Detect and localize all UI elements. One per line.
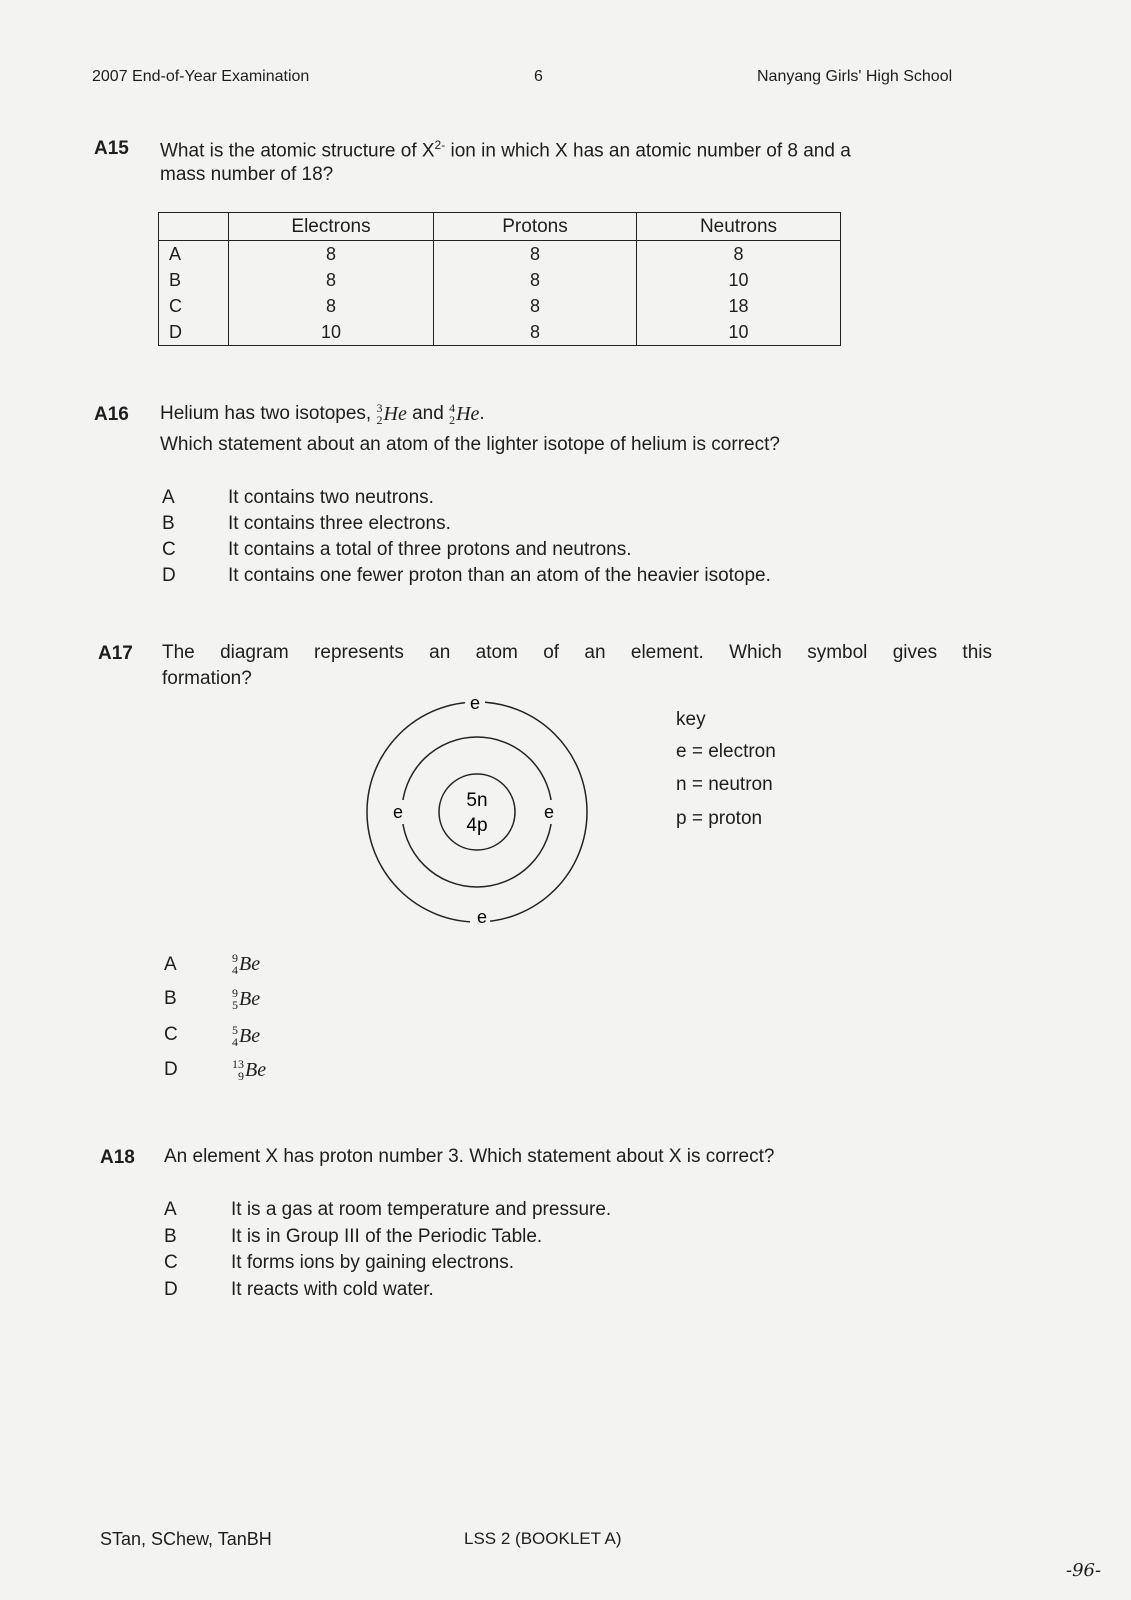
option-symbol <box>232 1058 266 1082</box>
atomic-structure-table <box>158 212 841 346</box>
atomic-number: 4 <box>232 963 238 977</box>
element-symbol: Be <box>239 987 261 1010</box>
table-row <box>159 319 841 346</box>
atomic-number: 9 <box>238 1069 244 1083</box>
cell: 10 <box>229 319 434 346</box>
isotope-helium-3 <box>377 402 407 426</box>
key-title: key <box>676 709 706 730</box>
option-letter: D <box>162 565 176 586</box>
table-row <box>159 241 841 268</box>
question-text: and <box>406 403 450 424</box>
key-item: p = proton <box>676 808 763 829</box>
option-letter: A <box>162 487 175 508</box>
column-header: Protons <box>434 213 637 241</box>
option-text: It reacts with cold water. <box>231 1279 434 1300</box>
option-text: It is in Group III of the Periodic Table. <box>231 1226 543 1247</box>
option-letter: C <box>164 1252 178 1273</box>
option-letter: D <box>164 1059 178 1080</box>
mass-number: 4 <box>449 401 456 415</box>
isotope-helium-4 <box>449 402 479 426</box>
column-header: Neutrons <box>637 213 841 241</box>
atom-diagram <box>340 690 620 935</box>
option-letter: A <box>164 954 177 975</box>
element-symbol: Be <box>239 1024 261 1047</box>
question-number-a18: A18 <box>100 1147 135 1168</box>
key-item: e = electron <box>676 741 776 762</box>
handwritten-page-number: -96- <box>1066 1560 1102 1581</box>
row-label: B <box>159 267 229 293</box>
question-text: Helium has two isotopes, <box>160 403 377 424</box>
electron-label: e <box>392 802 404 822</box>
atomic-number: 5 <box>232 998 238 1012</box>
mass-number: 9 <box>232 951 238 965</box>
option-text: It contains three electrons. <box>228 513 451 534</box>
mass-number: 5 <box>232 1023 238 1037</box>
option-text: It forms ions by gaining electrons. <box>231 1252 515 1273</box>
table-row <box>159 267 841 293</box>
neutron-count: 5n <box>466 790 488 811</box>
question-text: ion in which X has an atomic number of 8 and a <box>445 140 851 162</box>
inner-electron-shell <box>402 737 555 887</box>
cell: 8 <box>229 293 434 319</box>
element-symbol: Be <box>239 952 261 975</box>
mass-number: 13 <box>232 1057 244 1071</box>
question-number-a15: A15 <box>94 138 129 159</box>
column-header <box>159 213 229 241</box>
proton-count: 4p <box>466 815 488 836</box>
footer-authors: STan, SChew, TanBH <box>100 1529 272 1549</box>
option-symbol <box>232 952 260 976</box>
atomic-number: 2 <box>449 413 456 427</box>
option-text: It is a gas at room temperature and pressure. <box>231 1199 612 1220</box>
header-school-name: Nanyang Girls' High School <box>757 68 953 85</box>
question-a17-line1: The diagram represents an atom of an element. Which symbol gives this <box>162 642 992 663</box>
cell: 8 <box>229 241 434 268</box>
cell: 8 <box>434 241 637 268</box>
question-number-a17: A17 <box>98 643 133 664</box>
question-a18-text: An element X has proton number 3. Which statement about X is correct? <box>164 1146 775 1167</box>
option-letter: B <box>162 513 175 534</box>
cell: 10 <box>637 319 841 346</box>
cell: 8 <box>434 293 637 319</box>
header-exam-title: 2007 End-of-Year Examination <box>92 68 310 85</box>
question-a16-line2: Which statement about an atom of the lighter isotope of helium is correct? <box>160 434 780 455</box>
nucleus <box>439 774 515 850</box>
atomic-number: 4 <box>232 1035 238 1049</box>
option-text: It contains two neutrons. <box>228 487 434 508</box>
header-page-number: 6 <box>534 68 543 85</box>
option-text: It contains a total of three protons and neutrons. <box>228 539 632 560</box>
cell: 18 <box>637 293 841 319</box>
question-a15-line1 <box>160 138 851 162</box>
footer-booklet: LSS 2 (BOOKLET A) <box>464 1529 622 1548</box>
question-a15-line2: mass number of 18? <box>160 164 334 185</box>
mass-number: 9 <box>232 986 238 1000</box>
cell: 8 <box>434 319 637 346</box>
cell: 10 <box>637 267 841 293</box>
row-label: D <box>159 319 229 346</box>
option-letter: A <box>164 1199 177 1220</box>
table-row <box>159 293 841 319</box>
element-symbol: Be <box>245 1058 267 1081</box>
option-letter: C <box>162 539 176 560</box>
option-text: It contains one fewer proton than an atom of the heavier isotope. <box>228 565 771 586</box>
electron-label: e <box>476 907 488 927</box>
mass-number: 3 <box>376 401 383 415</box>
question-text: What is the atomic structure of X <box>160 140 435 162</box>
key-item: n = neutron <box>676 774 773 795</box>
ion-charge: 2- <box>434 138 446 152</box>
element-symbol: He <box>383 402 407 425</box>
cell: 8 <box>637 241 841 268</box>
electron-label: e <box>543 802 555 822</box>
table-header-row <box>159 213 841 241</box>
cell: 8 <box>229 267 434 293</box>
option-letter: B <box>164 1226 177 1247</box>
option-letter: C <box>164 1024 178 1045</box>
option-symbol <box>232 987 260 1011</box>
option-letter: D <box>164 1279 178 1300</box>
electron-label: e <box>469 693 481 713</box>
atomic-number: 2 <box>376 413 383 427</box>
option-letter: B <box>164 988 177 1009</box>
question-a17-line2: formation? <box>162 668 252 689</box>
question-text: . <box>479 403 485 424</box>
row-label: A <box>159 241 229 268</box>
cell: 8 <box>434 267 637 293</box>
question-number-a16: A16 <box>94 404 129 425</box>
option-symbol <box>232 1024 260 1048</box>
row-label: C <box>159 293 229 319</box>
question-a16-line1 <box>160 402 485 426</box>
element-symbol: He <box>456 402 480 425</box>
column-header: Electrons <box>229 213 434 241</box>
